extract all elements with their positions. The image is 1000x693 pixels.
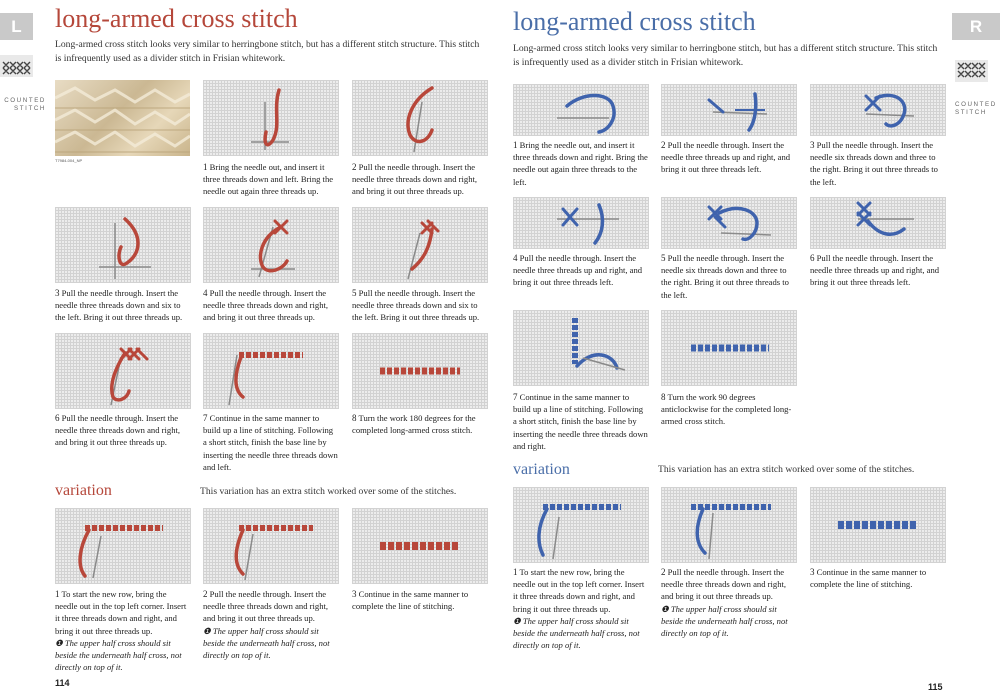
variation-diagram-right-1: [513, 487, 649, 563]
diagram-left-7: [203, 333, 339, 409]
variation-step-left-3: [352, 588, 488, 612]
side-label-left-line1: COUNTED: [4, 97, 46, 104]
step-left-3-text: Pull the needle through. Insert the needle three threads down and six to the left. Bring it out three threads up.: [55, 288, 183, 323]
step-right-8-text: Turn the work 90 degrees anticlockwise for the completed long-armed cross stitch.: [661, 392, 792, 427]
step-left-1-number: 1: [203, 162, 208, 172]
variation-text-left: This variation has an extra stitch worked over some of the stitches.: [200, 486, 457, 497]
step-right-3: [810, 139, 946, 188]
chapter-tab-right: R: [952, 13, 1000, 40]
variation-step-left-2-number: 2: [203, 589, 208, 599]
variation-step-left-1-text: To start the new row, bring the needle out in the top left corner. Insert it three threads down and right, and bring it out three threads up.: [55, 589, 187, 636]
step-right-1-text: Bring the needle out, and insert it three threads down and right. Bring the needle out again three threads to the left.: [513, 140, 648, 187]
variation-note-right-2: ❶ The upper half cross should sit beside the underneath half cross, not directly on top of it.: [661, 603, 788, 639]
variation-step-right-3: [810, 566, 946, 590]
diagram-right-8: [661, 310, 797, 386]
variation-step-right-1-number: 1: [513, 567, 518, 577]
page-number-left: 114: [55, 678, 70, 688]
step-right-7-number: 7: [513, 392, 518, 402]
step-right-3-text: Pull the needle through. Insert the needle six threads down and three to the right. Bring it out three threads to the left.: [810, 140, 938, 187]
step-right-1: [513, 139, 649, 188]
step-left-3: [55, 287, 191, 324]
variation-step-left-1: [55, 588, 191, 673]
step-left-8: [352, 412, 488, 436]
step-right-3-number: 3: [810, 140, 815, 150]
diagram-right-5: [661, 197, 797, 249]
variation-note-left-2: ❶ The upper half cross should sit beside the underneath half cross, not directly on top of it.: [203, 625, 330, 661]
variation-step-right-2-number: 2: [661, 567, 666, 577]
intro-left: Long-armed cross stitch looks very similar to herringbone stitch, but has a different stitch structure. This stitch is infrequently used as a divider stitch in Frisian whitework.: [55, 39, 480, 64]
diagram-left-2: [352, 80, 488, 156]
variation-note-left-1: ❶ The upper half cross should sit beside the underneath half cross, not directly on top of it.: [55, 637, 182, 673]
variation-diagram-right-2: [661, 487, 797, 563]
step-right-1-number: 1: [513, 140, 518, 150]
step-left-1-text: Bring the needle out, and insert it three threads down and left. Bring the needle out again three threads up.: [203, 162, 334, 197]
page-title-left: long-armed cross stitch: [55, 4, 298, 33]
step-right-6-number: 6: [810, 253, 815, 263]
step-left-2: [352, 161, 488, 198]
side-label-right: [955, 101, 997, 117]
step-left-8-number: 8: [352, 413, 357, 423]
diagram-right-4: [513, 197, 649, 249]
variation-note-left-2-text: The upper half cross should sit beside the underneath half cross, not directly on top of it.: [203, 625, 330, 661]
step-right-5-number: 5: [661, 253, 666, 263]
side-label-right-line2: STITCH: [955, 109, 987, 116]
step-left-7-text: Continue in the same manner to build up a line of stitching. Following a short stitch, finish the base line by inserting the needle three threads down and left.: [203, 413, 338, 472]
variation-diagram-right-3: [810, 487, 946, 563]
diagram-right-7: [513, 310, 649, 386]
step-right-4-text: Pull the needle through. Insert the needle three threads up and right, and bring it out three threads left.: [513, 253, 643, 288]
step-left-2-text: Pull the needle through. Insert the needle three threads down and right, and bring it out three threads up.: [352, 162, 478, 197]
variation-step-right-1-text: To start the new row, bring the needle out in the top left corner. Insert it three threads down and right, and bring it out three threads up.: [513, 567, 645, 614]
step-left-1: [203, 161, 339, 198]
step-left-8-text: Turn the work 180 degrees for the completed long-armed cross stitch.: [352, 413, 476, 436]
step-right-8: [661, 391, 797, 428]
step-left-6-number: 6: [55, 413, 60, 423]
step-right-2-text: Pull the needle through. Insert the needle three threads up and right, and bring it out three threads left.: [661, 140, 791, 175]
variation-step-left-3-text: Continue in the same manner to complete the line of stitching.: [352, 589, 469, 612]
photo-credit: T7984-004_NP: [55, 158, 83, 163]
step-left-5: [352, 287, 488, 324]
diagram-left-1: [203, 80, 339, 156]
step-right-8-number: 8: [661, 392, 666, 402]
variation-step-left-1-number: 1: [55, 589, 60, 599]
step-right-6-text: Pull the needle through. Insert the needle three threads up and right, and bring it out three threads left.: [810, 253, 940, 288]
variation-note-left-1-text: The upper half cross should sit beside the underneath half cross, not directly on top of it.: [55, 637, 182, 673]
step-right-4: [513, 252, 649, 289]
step-left-4-text: Pull the needle through. Insert the needle three threads down and right, and bring it out three threads up.: [203, 288, 329, 323]
step-right-5: [661, 252, 797, 301]
variation-note-right-1-text: The upper half cross should sit beside the underneath half cross, not directly on top of it.: [513, 615, 640, 651]
diagram-left-5: [352, 207, 488, 283]
variation-step-right-1: [513, 566, 649, 651]
variation-heading-left: variation: [55, 482, 112, 499]
page-number-right: 115: [928, 682, 943, 692]
step-right-7: [513, 391, 649, 452]
side-label-left: [0, 97, 46, 113]
side-label-right-line1: COUNTED: [955, 101, 997, 108]
diagram-right-3: [810, 84, 946, 136]
diagram-right-2: [661, 84, 797, 136]
variation-step-right-3-number: 3: [810, 567, 815, 577]
diagram-left-8: [352, 333, 488, 409]
step-right-7-text: Continue in the same manner to build up a line of stitching. Following a short stitch, finish the base line by inserting the needle three threads down and right.: [513, 392, 648, 451]
diagram-left-3: [55, 207, 191, 283]
variation-step-right-3-text: Continue in the same manner to complete the line of stitching.: [810, 567, 927, 590]
side-label-left-line2: STITCH: [14, 105, 46, 112]
variation-step-left-3-number: 3: [352, 589, 357, 599]
stitch-sample-photo: [55, 80, 190, 156]
step-left-5-number: 5: [352, 288, 357, 298]
chapter-tab-left: L: [0, 13, 33, 40]
step-left-4-number: 4: [203, 288, 208, 298]
step-left-2-number: 2: [352, 162, 357, 172]
step-right-4-number: 4: [513, 253, 518, 263]
step-left-7-number: 7: [203, 413, 208, 423]
step-left-6-text: Pull the needle through. Insert the needle three threads down and right, and bring it out three threads up.: [55, 413, 181, 448]
variation-diagram-left-1: [55, 508, 191, 584]
step-left-3-number: 3: [55, 288, 60, 298]
variation-step-left-2-text: Pull the needle through. Insert the needle three threads down and right, and bring it out three threads up.: [203, 589, 329, 624]
step-right-5-text: Pull the needle through. Insert the needle six threads down and three to the right. Bring it out three threads to the left.: [661, 253, 789, 300]
variation-diagram-left-3: [352, 508, 488, 584]
diagram-right-6: [810, 197, 946, 249]
cross-stitch-icon-right: [955, 60, 988, 82]
intro-right: Long-armed cross stitch looks very similar to herringbone stitch, but has a different stitch structure. This stitch is infrequently used as a divider stitch in Frisian whitework.: [513, 43, 938, 68]
step-left-7: [203, 412, 339, 473]
step-left-5-text: Pull the needle through. Insert the needle three threads down and six to the left. Bring it out three threads up.: [352, 288, 480, 323]
variation-step-left-2: [203, 588, 339, 661]
variation-step-right-2-text: Pull the needle through. Insert the needle three threads down and right, and bring it out three threads up.: [661, 567, 787, 602]
step-right-2: [661, 139, 797, 176]
variation-heading-right: variation: [513, 461, 570, 478]
diagram-left-4: [203, 207, 339, 283]
step-right-6: [810, 252, 946, 289]
variation-step-right-2: [661, 566, 797, 639]
step-left-6: [55, 412, 191, 449]
variation-note-right-1: ❶ The upper half cross should sit beside the underneath half cross, not directly on top of it.: [513, 615, 640, 651]
variation-diagram-left-2: [203, 508, 339, 584]
variation-text-right: This variation has an extra stitch worked over some of the stitches.: [658, 464, 915, 475]
step-left-4: [203, 287, 339, 324]
diagram-left-6: [55, 333, 191, 409]
variation-note-right-2-text: The upper half cross should sit beside the underneath half cross, not directly on top of it.: [661, 603, 788, 639]
step-right-2-number: 2: [661, 140, 666, 150]
diagram-right-1: [513, 84, 649, 136]
page-title-right: long-armed cross stitch: [513, 7, 756, 36]
cross-stitch-icon-left: [0, 55, 33, 77]
